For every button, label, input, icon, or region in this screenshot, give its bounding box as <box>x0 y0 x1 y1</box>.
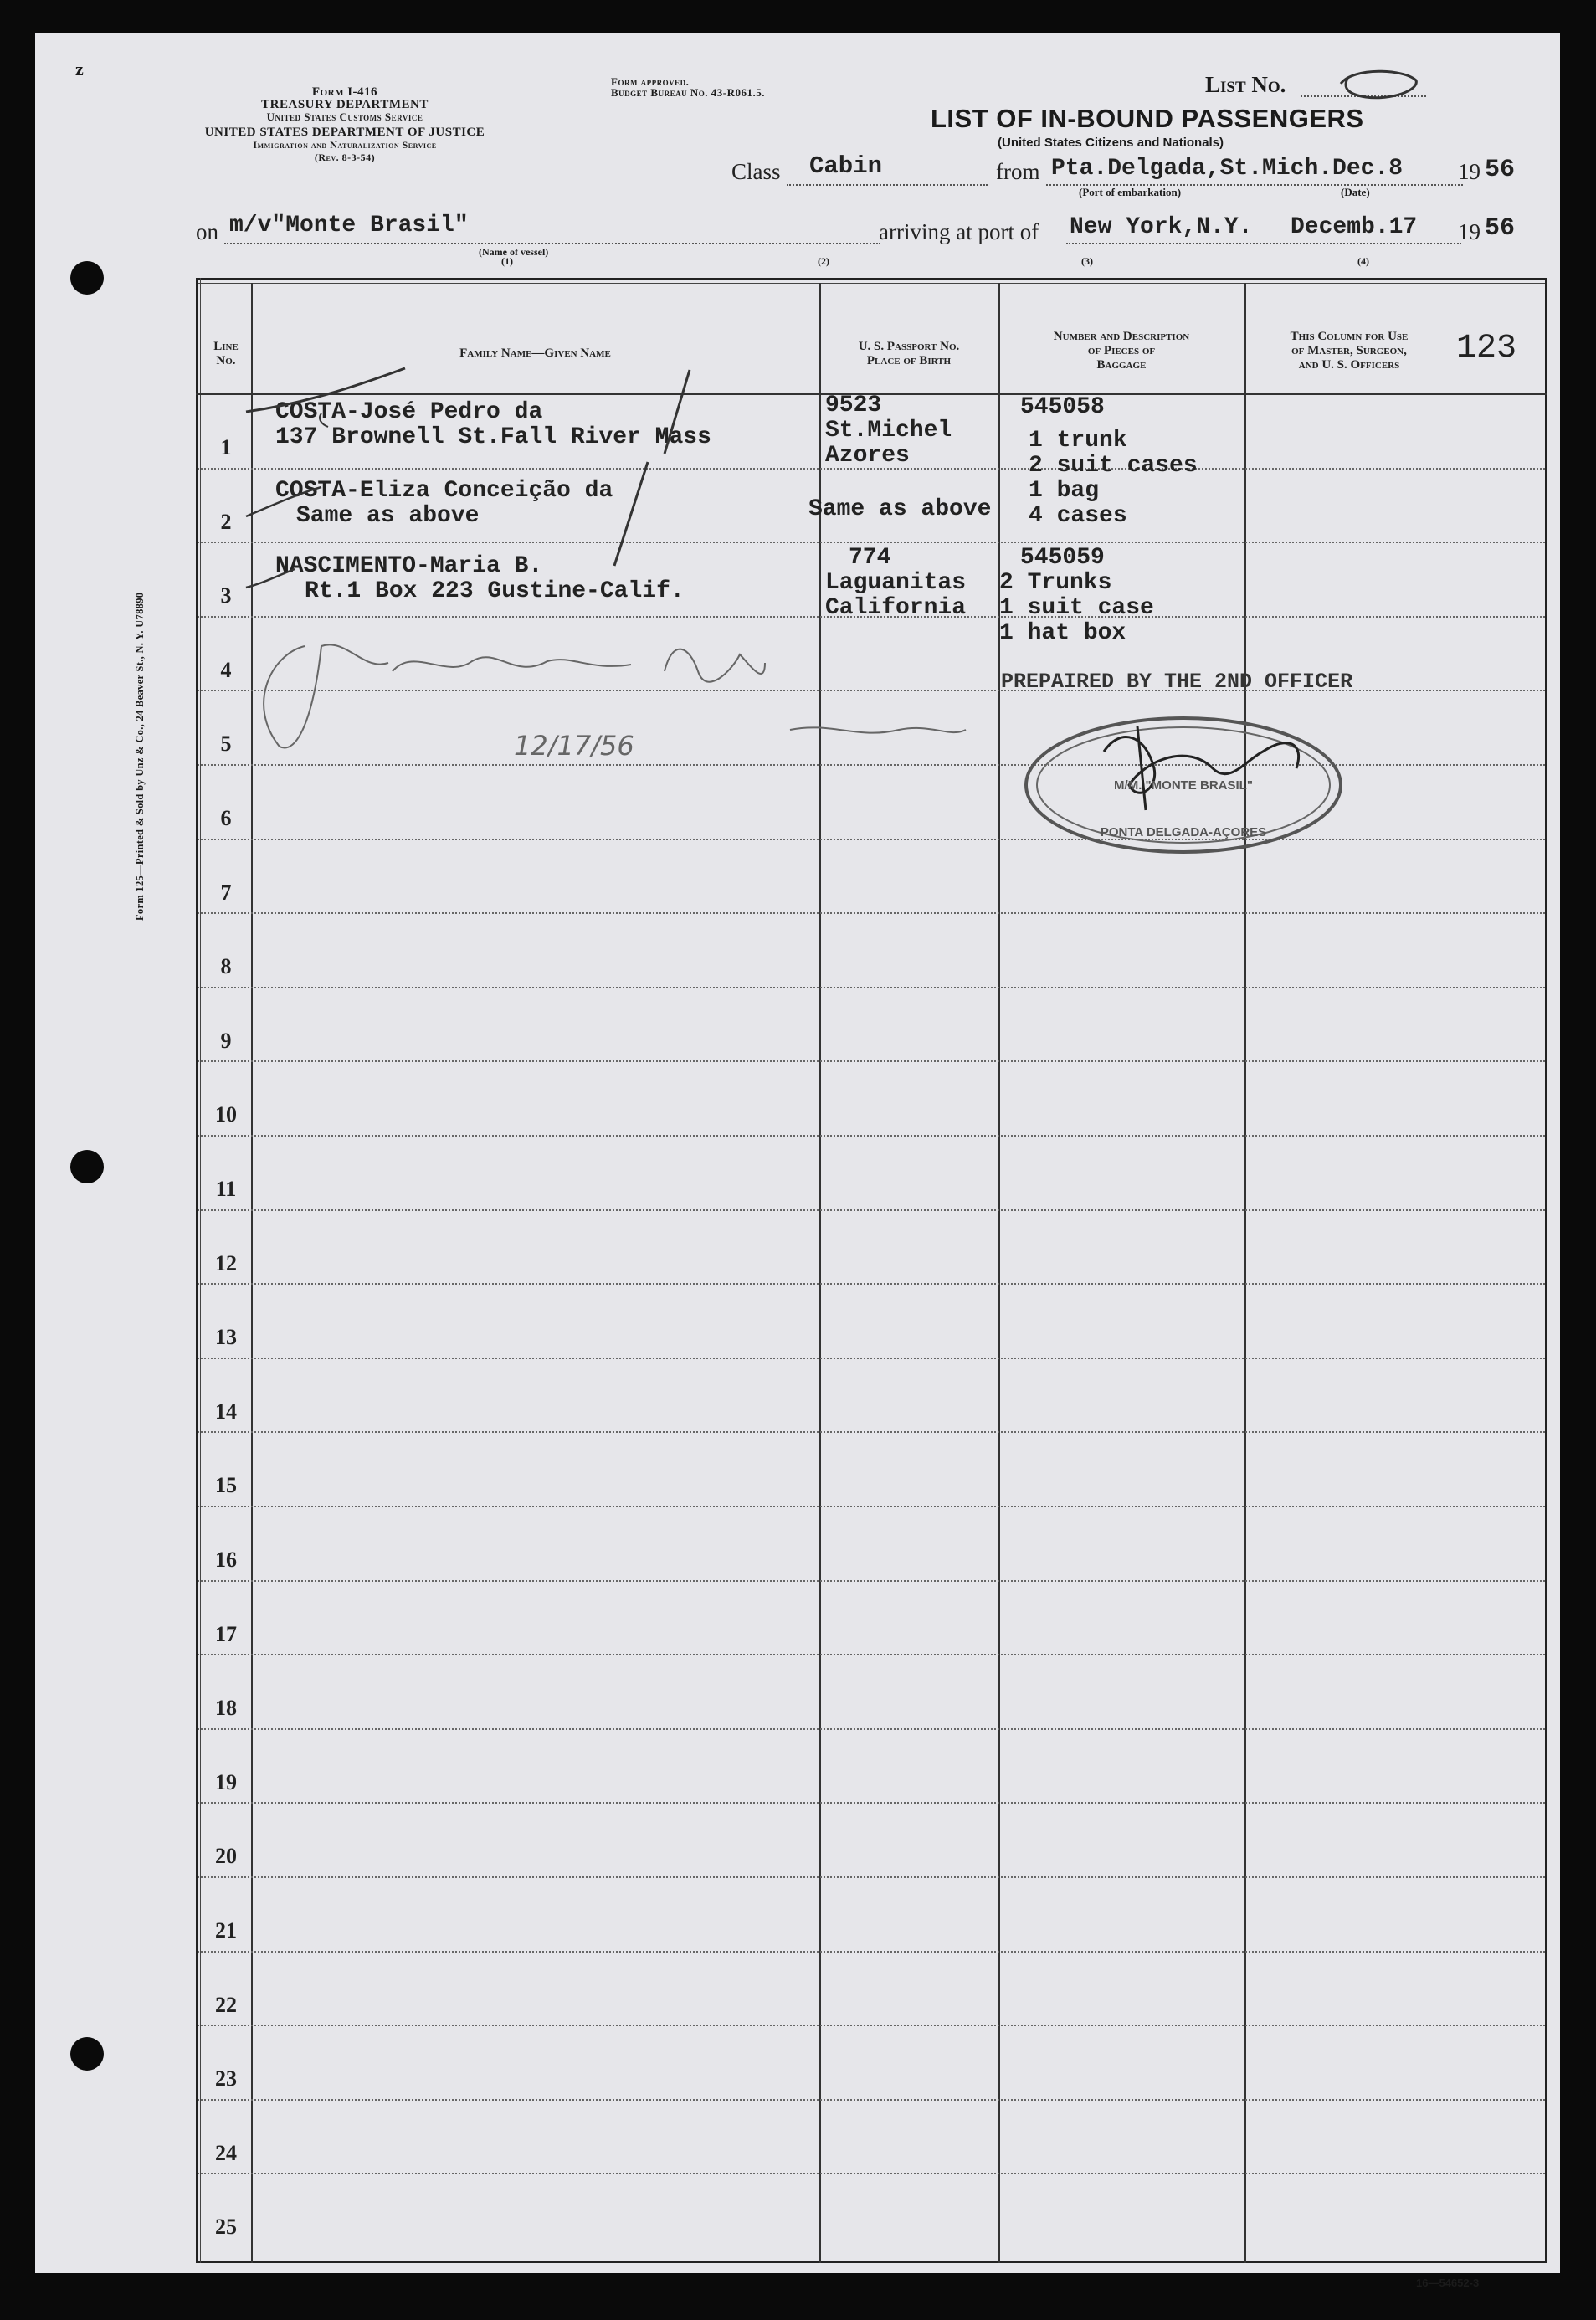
handwritten-marks <box>196 278 1033 780</box>
line-number: 13 <box>215 1325 237 1350</box>
punch-hole <box>70 1150 104 1183</box>
col-num-2: (2) <box>818 255 829 267</box>
handwritten-list-number <box>1332 65 1424 102</box>
row-divider <box>198 1135 1545 1137</box>
passenger-3-baggage-2: 1 suit case <box>999 595 1154 621</box>
row-divider <box>198 1728 1545 1730</box>
passenger-1-baggage-1: 1 trunk <box>1029 428 1127 454</box>
vessel-caption: (Name of vessel) <box>479 246 549 258</box>
row-divider <box>198 1951 1545 1953</box>
from-label: from <box>996 159 1040 184</box>
punch-hole <box>70 2037 104 2071</box>
passenger-1-address: 137 Brownell St.Fall River Mass <box>275 424 711 450</box>
treasury-dept: TREASURY DEPARTMENT <box>261 98 429 111</box>
class-value: Cabin <box>809 152 883 180</box>
row-divider <box>198 1802 1545 1804</box>
passenger-2-name: COSTA-Eliza Conceição da <box>275 478 613 504</box>
ins-service: Immigration and Naturalization Service <box>253 139 437 151</box>
row-divider <box>198 2099 1545 2101</box>
vessel-caption-num: (1) <box>501 255 513 267</box>
col-head-line: Line No. <box>213 340 239 367</box>
handwritten-date: 12/17/56 <box>514 730 634 762</box>
line-number: 7 <box>220 880 232 905</box>
line-number: 9 <box>220 1028 232 1053</box>
footer-code: 16—54652-3 <box>1416 2276 1480 2289</box>
port-of-embarkation: Pta.Delgada,St.Mich.Dec.8 <box>1051 156 1404 182</box>
line-number: 15 <box>215 1473 237 1498</box>
line-number: 3 <box>220 583 232 608</box>
arrival-year-prefix: 19 <box>1458 219 1481 244</box>
arriving-label: arriving at port of <box>879 219 1039 244</box>
line-number: 16 <box>215 1548 237 1572</box>
col-head-officers: This Column for Use of Master, Surgeon, and U. S. Officers <box>1290 330 1409 372</box>
vessel-name: m/v"Monte Brasil" <box>229 213 469 239</box>
arrival-date: Decemb.17 <box>1291 214 1418 240</box>
ship-stamp <box>1020 710 1347 860</box>
form-number: Form I-416 <box>311 85 378 99</box>
row-divider <box>198 2173 1545 2174</box>
line-number: 20 <box>215 1844 237 1869</box>
line-number: 17 <box>215 1621 237 1646</box>
line-number: 11 <box>215 1177 237 1201</box>
passenger-3-name: NASCIMENTO-Maria B. <box>275 553 543 579</box>
arrival-port: New York,N.Y. <box>1070 214 1253 240</box>
passenger-3-passport: 774 <box>849 545 891 571</box>
row-divider <box>198 1283 1545 1285</box>
col-head-passport: U. S. Passport No. Place of Birth <box>858 340 960 367</box>
on-label: on <box>196 219 218 244</box>
passenger-2-address: Same as above <box>296 503 480 529</box>
row-divider <box>198 1209 1545 1211</box>
passenger-3-birth-2: California <box>825 595 967 621</box>
passenger-2-baggage-2: 4 cases <box>1029 503 1127 529</box>
line-number: 10 <box>215 1102 237 1127</box>
customs-service: United States Customs Service <box>266 110 423 123</box>
year-prefix: 19 <box>1458 159 1481 184</box>
passenger-1-birth-1: St.Michel <box>825 418 952 444</box>
port-caption: (Port of embarkation) <box>1079 186 1182 198</box>
passenger-1-name: COSTA-José Pedro da <box>275 399 543 425</box>
row-divider <box>198 912 1545 914</box>
line-number: 18 <box>215 1696 237 1721</box>
line-number: 2 <box>220 509 232 534</box>
row-divider <box>198 1358 1545 1359</box>
passenger-1-baggage-no: 545058 <box>1020 394 1105 420</box>
line-number: 14 <box>215 1399 237 1424</box>
line-number: 19 <box>215 1769 237 1794</box>
line-number: 12 <box>215 1250 237 1275</box>
line-number: 24 <box>215 2140 237 2165</box>
prepared-by-note: PREPAIRED BY THE 2ND OFFICER <box>1001 670 1353 694</box>
line-number: 22 <box>215 1992 237 2017</box>
list-title: LIST OF IN-BOUND PASSENGERS <box>931 104 1364 133</box>
list-subtitle: (United States Citizens and Nationals) <box>998 136 1224 150</box>
passenger-table <box>196 278 1547 2263</box>
line-number: 4 <box>220 657 232 682</box>
line-number: 1 <box>220 435 232 459</box>
row-divider <box>198 1654 1545 1655</box>
year-suffix: 56 <box>1485 156 1516 184</box>
passenger-1-birth-2: Azores <box>825 443 910 469</box>
passenger-3-address: Rt.1 Box 223 Gustine-Calif. <box>305 578 685 604</box>
col-num-4: (4) <box>1357 255 1369 267</box>
corner-mark: z <box>75 59 84 80</box>
form-sheet <box>35 33 1560 2289</box>
passenger-3-baggage-1: 2 Trunks <box>999 570 1112 596</box>
line-number: 21 <box>215 1918 237 1943</box>
justice-dept: UNITED STATES DEPARTMENT OF JUSTICE <box>204 126 485 139</box>
budget-bureau: Budget Bureau No. 43-R061.5. <box>611 86 765 99</box>
arrival-year-suffix: 56 <box>1485 214 1516 243</box>
punch-hole <box>70 261 104 295</box>
passenger-2-baggage-1: 1 bag <box>1029 478 1100 504</box>
line-number: 8 <box>220 954 232 979</box>
date-caption: (Date) <box>1341 186 1370 198</box>
stamp-port: PONTA DELGADA-AÇORES <box>1100 825 1267 839</box>
col-head-name: Family Name—Given Name <box>459 346 611 360</box>
row-divider <box>198 1876 1545 1878</box>
revision: (Rev. 8-3-54) <box>314 151 376 163</box>
passenger-1-baggage-2: 2 suit cases <box>1029 453 1198 479</box>
class-label: Class <box>731 159 781 184</box>
passenger-3-baggage-3: 1 hat box <box>999 620 1126 646</box>
line-number: 6 <box>220 806 232 830</box>
passenger-1-passport: 9523 <box>825 393 882 418</box>
officers-number: 123 <box>1456 330 1517 367</box>
col-head-baggage: Number and Description of Pieces of Baggage <box>1053 330 1190 372</box>
row-divider <box>198 2025 1545 2026</box>
line-number: 25 <box>215 2215 237 2240</box>
line-number: 23 <box>215 2066 237 2092</box>
passenger-3-baggage-no: 545059 <box>1020 545 1105 571</box>
col-num-3: (3) <box>1081 255 1093 267</box>
line-number: 5 <box>220 731 232 757</box>
row-divider <box>198 1431 1545 1433</box>
list-no-label: List No. <box>1205 72 1286 97</box>
stamp-ship-name: M/M. "MONTE BRASIL" <box>1114 778 1253 793</box>
passenger-3-birth-1: Laguanitas <box>825 570 967 596</box>
row-divider <box>198 987 1545 988</box>
row-divider <box>198 1060 1545 1062</box>
passenger-2-passport-birth: Same as above <box>808 496 992 522</box>
form-approved: Form approved. <box>611 75 690 88</box>
row-divider <box>198 1580 1545 1582</box>
printer-margin-note: Form 125—Printed & Sold by Unz & Co., 24 Beaver St., N. Y. U78890 <box>134 592 146 921</box>
row-divider <box>198 1506 1545 1507</box>
